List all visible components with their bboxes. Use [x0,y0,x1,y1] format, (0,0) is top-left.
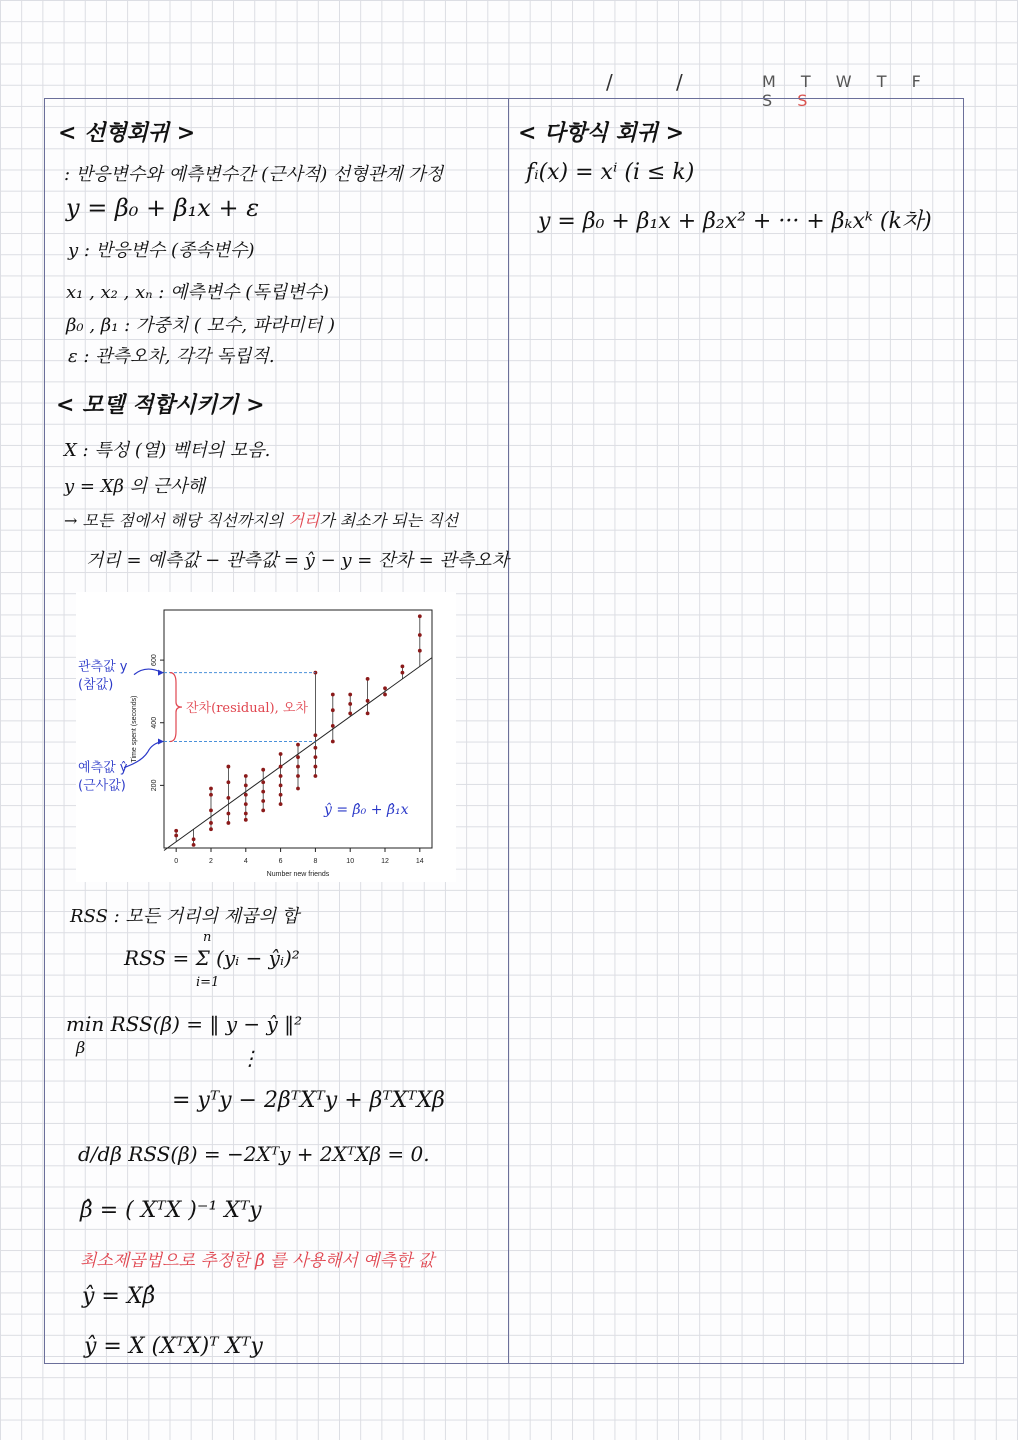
data-point [296,787,300,791]
x-tick-label: 6 [278,858,283,865]
data-point [296,774,300,778]
weekday-m: M [762,72,786,91]
data-point [226,780,230,784]
note-line: x₁ , x₂ , xₙ : 예측변수 (독립변수) [66,282,329,303]
data-point [226,765,230,769]
y-axis-label: Time spent (seconds) [131,695,138,763]
formula-line: = yᵀy − 2βᵀXᵀy + βᵀXᵀXβ [172,1088,445,1113]
data-point [279,752,283,756]
x-tick-label: 4 [243,858,248,865]
formula-line: β̂ = ( XᵀX )⁻¹ Xᵀy [80,1198,262,1223]
data-point [244,774,248,778]
data-point [261,809,265,813]
data-point [296,765,300,769]
linear-regression-title: < 선형회귀 > [58,120,196,146]
sum-lower-limit: i=1 [196,975,220,990]
data-point [366,711,370,715]
data-point [348,702,352,706]
observed-arrowhead [158,670,164,676]
data-point [348,711,352,715]
column-divider [508,98,509,1364]
data-point [209,821,213,825]
highlight-word: 거리 [288,511,320,530]
data-point [331,708,335,712]
data-point [261,768,265,772]
observed-sub-annotation: (참값) [78,677,114,693]
data-point [314,774,318,778]
data-point [279,783,283,787]
data-point [331,724,335,728]
polynomial-regression-title: < 다항식 회귀 > [518,120,685,146]
data-point [383,693,387,697]
formula-line: ŷ = X (XᵀX)ᵀ Xᵀy [84,1334,263,1359]
y-tick-label: 600 [151,654,158,666]
weekday-w: W [835,72,862,91]
weekday-s-highlight: S [797,91,818,110]
formula-line: min RSS(β) = ‖ y − ŷ ‖² [66,1012,303,1036]
page-header [600,70,950,110]
red-note: 최소제곱법으로 추정한 β̂ 를 사용해서 예측한 값 [80,1251,435,1271]
data-point [296,755,300,759]
data-point [296,743,300,747]
formula-line: y = β₀ + β₁x + β₂x² + ··· + βₖxᵏ (k차) [538,209,932,234]
note-line: : 반응변수와 예측변수간 (근사적) 선형관계 가정 [64,164,444,185]
data-point [226,821,230,825]
data-point [261,780,265,784]
model-fit-title: < 모델 적합시키기 > [56,392,265,418]
data-point [261,799,265,803]
data-point [261,790,265,794]
data-point [244,818,248,822]
x-axis-label: Number new friends [266,871,330,878]
note-line [64,508,458,531]
note-line: RSS : 모든 거리의 제곱의 합 [70,906,300,927]
data-point [244,783,248,787]
note-line: ε : 관측오차, 각각 독립적. [68,346,275,367]
data-point [331,740,335,744]
data-point [279,802,283,806]
data-point [279,774,283,778]
data-point [279,793,283,797]
residual-chart [76,592,456,882]
note-text: 가 최소가 되는 직선 [319,511,459,530]
data-point [366,699,370,703]
note-line: 거리 = 예측값 − 관측값 = ŷ − y = 잔차 = 관측오차 [86,550,509,571]
note-text: → 모든 점에서 해당 직선까지의 [64,511,289,530]
predicted-arrowhead [158,739,164,745]
data-point [314,755,318,759]
weekday-s: S [762,91,783,110]
x-tick-label: 10 [346,858,355,865]
formula-line: y = β₀ + β₁x + ε [66,194,260,222]
sum-upper-limit: n [203,930,212,945]
data-point [314,733,318,737]
observed-annotation: 관측값 y [78,659,128,675]
residual-chart-svg [76,592,456,882]
weekday-t: T [876,72,897,91]
y-tick-label: 400 [151,716,158,729]
data-point [226,796,230,800]
predicted-sub-annotation: (근사값) [78,778,126,794]
data-point [314,765,318,769]
data-point [209,793,213,797]
data-point [244,802,248,806]
date-slash: / [676,70,683,94]
data-point [401,671,405,675]
data-point [244,812,248,816]
formula-line: fᵢ(x) = xⁱ (i ≤ k) [526,160,695,185]
data-point [192,843,196,847]
data-point [209,809,213,813]
x-tick-label: 8 [313,858,318,865]
data-point [418,614,422,618]
ellipsis-vertical: ⋮ [240,1046,260,1070]
data-point [174,829,178,833]
data-point [226,812,230,816]
data-point [192,837,196,841]
data-point [383,686,387,690]
data-point [209,827,213,831]
note-line: y : 반응변수 (종속변수) [68,240,255,261]
data-point [174,834,178,838]
note-line: X : 특성 (열) 벡터의 모음. [64,440,271,461]
data-point [244,793,248,797]
data-point [418,649,422,653]
data-point [366,677,370,681]
data-point [209,787,213,791]
x-tick-label: 2 [209,858,213,865]
formula-line: ŷ = Xβ̂ [82,1284,156,1309]
x-tick-label: 14 [415,858,424,865]
predicted-annotation: 예측값 ŷ [78,760,128,776]
y-tick-label: 200 [151,779,158,792]
data-point [418,633,422,637]
observed-arrow [134,669,162,675]
predicted-arrow [124,742,162,768]
data-point [279,765,283,769]
x-tick-label: 0 [174,858,179,865]
note-line: β₀ , β₁ : 가중치 ( 모수, 파라미터 ) [66,315,336,336]
data-point [348,693,352,697]
formula-line: d/dβ RSS(β) = −2Xᵀy + 2XᵀXβ = 0. [78,1142,430,1166]
data-point [401,664,405,668]
formula-line: RSS = Σ (yᵢ − ŷᵢ)² [124,946,300,970]
regression-equation: ŷ = β̂₀ + β̂₁x [324,802,409,818]
x-tick-label: 12 [381,858,389,865]
weekday-t: T [800,72,821,91]
residual-annotation: 잔차(residual), 오차 [186,701,308,717]
data-point [331,693,335,697]
date-slash: / [606,70,613,94]
min-subscript: β [76,1038,86,1057]
weekday-f: F [911,72,931,91]
data-point [314,746,318,750]
note-line: y = Xβ 의 근사해 [64,476,205,497]
